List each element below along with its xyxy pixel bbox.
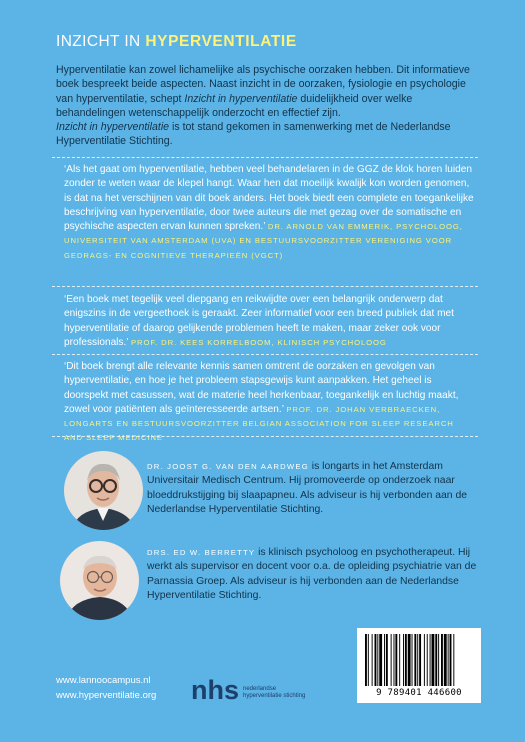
quote-text: ‘Dit boek brengt alle relevante kennis samen omtrent de oorzaken en gevolgen van hyperventilatie, en hoe je het probleem stapsgewijs kunt aanpakken. Het geheel is doorspekt met casussen, wat de materie heel herkenbaar, toegankelijk en luchtig maakt, zowel voor patiënten als geïnteresseerde artsen.’ — [64, 361, 459, 415]
barcode-bar — [444, 634, 447, 686]
quote-attribution: DR. ARNOLD VAN EMMERIK, PSYCHOLOOG, UNIVERSITEIT VAN AMSTERDAM (UVA) EN BESTUURSVOORZITTER VERENIGING VOOR GEDRAGS- EN COGNITIEVE THERAPIEËN (VGCT) — [64, 222, 463, 260]
quote-text: ‘Een boek met tegelijk veel diepgang en reikwijdte over een belangrijk onderwerp dat enigszins in de vergeethoek is geraakt. Zeer informatief voor een breed publiek dat met hyperventilatie of daarop gelijkende problemen heeft te maken, maar zeker ook voor professionals.’ — [64, 294, 454, 348]
barcode-bar — [384, 634, 385, 686]
barcode-bar — [368, 634, 369, 686]
barcode-bar — [448, 634, 449, 686]
barcode-bar — [375, 634, 377, 686]
title-part-1: INZICHT IN — [56, 33, 146, 50]
barcode-bar — [408, 634, 411, 686]
barcode-bar — [365, 634, 367, 686]
quote-3 — [64, 360, 474, 446]
author-1-photo — [64, 451, 143, 530]
intro-text — [56, 63, 476, 149]
barcode-bar — [424, 634, 425, 686]
barcode-bar — [441, 634, 443, 686]
barcode-bar — [391, 634, 392, 686]
barcode-bar — [377, 634, 378, 686]
title-part-2: HYPERVENTILATIE — [145, 33, 297, 50]
logo-line-1: nederlandse — [243, 686, 277, 692]
author-2-photo — [60, 541, 139, 620]
intro-paragraph-2 — [56, 120, 476, 149]
intro-p1-book-title: Inzicht in hyperventilatie — [184, 92, 298, 105]
barcode-bar — [395, 634, 397, 686]
link-hyperventilatie[interactable]: www.hyperventilatie.org — [56, 690, 157, 701]
quote-attribution: PROF. DR. JOHAN VERBRAECKEN, LONGARTS EN BESTUURSVOORZITTER BELGIAN ASSOCIATION FOR SLEEP RESEARCH AND SLEEP MEDICINE — [64, 404, 454, 443]
website-links — [56, 673, 156, 703]
barcode-bar — [405, 634, 407, 686]
barcode-bar — [450, 634, 452, 686]
barcode-bar — [438, 634, 439, 686]
author-1-name: DR. JOOST G. VAN DEN AARDWEG — [147, 462, 309, 471]
barcode-bar — [386, 634, 388, 686]
barcode-bar — [379, 634, 382, 686]
author-2-bio — [147, 546, 477, 603]
barcode-bar — [394, 634, 395, 686]
barcode-bar — [435, 634, 437, 686]
quote-2 — [64, 293, 474, 350]
barcode-bar — [453, 634, 454, 686]
barcode-bar — [430, 634, 431, 686]
logo-line-2: hyperventilatie stichting — [243, 693, 306, 699]
intro-p2-text: is tot stand gekomen in samenwerking met de Nederlandse Hyperventilatie Stichting. — [56, 121, 451, 148]
author-2-name: DRS. ED W. BERRETTY — [147, 548, 256, 557]
divider — [52, 354, 478, 355]
barcode-bar — [419, 634, 421, 686]
nhs-logo — [191, 675, 321, 714]
logo-mark: nhs — [191, 675, 240, 705]
quote-attribution: PROF. DR. KEES KORRELBOOM, KLINISCH PSYCHOLOOG — [130, 337, 387, 347]
barcode-bar — [427, 634, 428, 686]
barcode-bar — [372, 634, 373, 686]
isbn-barcode — [357, 628, 481, 703]
author-2 — [56, 541, 476, 626]
barcode-bar — [432, 634, 435, 686]
quote-1 — [64, 163, 474, 263]
intro-p1-end: duidelijkheid over welke behandelingen wetenschappelijk onderzocht en effectief zijn. — [56, 92, 413, 119]
barcode-bars — [357, 628, 481, 688]
author-1-bio-text: is longarts in het Amsterdam Universitair Medisch Centrum. Hij promoveerde op onderzoek naar bloeddrukstijging bij slaapapneu. Als adviseur is hij verbonden aan de Nederlandse Hyperventilatie Stichting. — [147, 461, 468, 515]
intro-paragraph-1 — [56, 63, 476, 120]
author-1 — [56, 451, 476, 536]
author-2-bio-text: is klinisch psycholoog en psychotherapeut. Hij werkt als supervisor en docent voor o.a. de opleiding psychiatrie van de Parnassia Groep. Als adviseur is hij verbonden aan de Nederlandse Hyperventilatie Stichting. — [147, 547, 477, 601]
barcode-bar — [417, 634, 418, 686]
intro-p1-text: Hyperventilatie kan zowel lichamelijke als psychische oorzaken hebben. Dit informatieve boek bespreekt beide aspecten. Naast inzicht in de oorzaken, fysiologie en psychologie van hyperventilatie, schept — [56, 64, 470, 105]
quote-text: ‘Als het gaat om hyperventilatie, hebben veel behandelaren in de GGZ de klok horen luiden zonder te weten waar de klepel hangt. Waar hen dat moeilijk kwalijk kon worden genomen, is dat na het verschijnen van dit boek anders. Het boek biedt een complete en toegankelijke beschrijving van hyperventilatie, door twee auteurs die met gezag over de somatische en psychische aspecten ervan kunnen spreken.’ — [64, 164, 474, 233]
barcode-bar — [414, 634, 416, 686]
link-lannoocampus[interactable]: www.lannoocampus.nl — [56, 675, 151, 686]
barcode-bar — [412, 634, 413, 686]
divider — [52, 286, 478, 287]
cover-title — [56, 33, 297, 51]
barcode-bar — [399, 634, 400, 686]
barcode-bar — [403, 634, 404, 686]
author-1-bio — [147, 460, 477, 517]
divider — [52, 436, 478, 437]
intro-p2-book-title: Inzicht in hyperventilatie — [56, 121, 170, 134]
isbn-number: 9 789401 446600 — [376, 688, 462, 698]
divider — [52, 157, 478, 158]
